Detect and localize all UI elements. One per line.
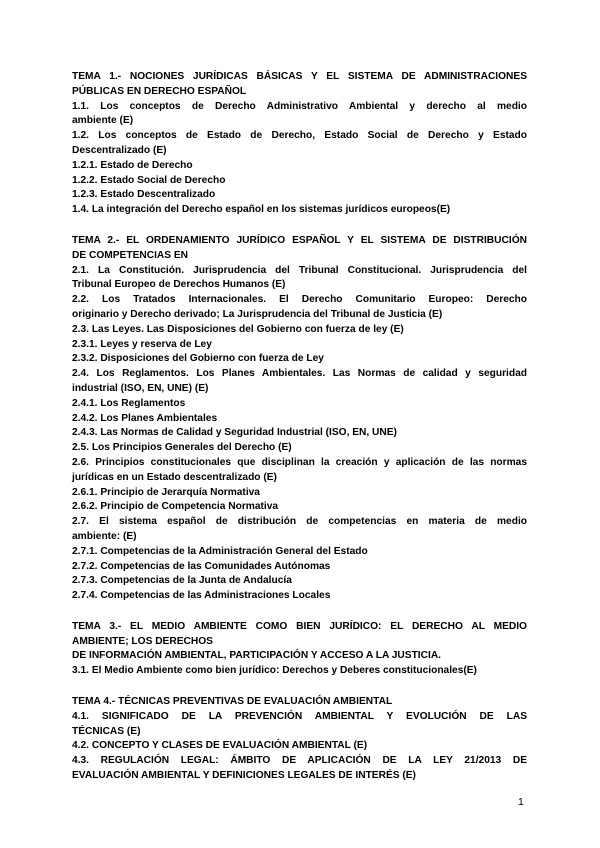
toc-line: 1.2.3. Estado Descentralizado (72, 189, 216, 201)
toc-line: originario y Derecho derivado; La Jurisprudencia del Tribunal de Justicia (E) (72, 308, 443, 320)
toc-line: 2.3. Las Leyes. Las Disposiciones del Gobierno con fuerza de ley (E) (72, 323, 404, 335)
tema-2-section (72, 234, 527, 604)
toc-line: 2.5. Los Principios Generales del Derecho (E) (72, 442, 292, 454)
toc-line: 2.4. Los Reglamentos. Los Planes Ambientales. Las Normas de calidad y seguridad (72, 368, 527, 380)
toc-line: 2.3.2. Disposiciones del Gobierno con fuerza de Ley (72, 353, 324, 365)
tema-heading-line: TEMA 4.- TÉCNICAS PREVENTIVAS DE EVALUACIÓN AMBIENTAL (72, 696, 393, 708)
toc-line: 1.2.1. Estado de Derecho (72, 159, 193, 171)
toc-line: DE COMPETENCIAS EN (72, 249, 189, 261)
toc-line: ambiente: (E) (72, 530, 137, 542)
toc-line: AMBIENTE; LOS DERECHOS (72, 635, 213, 647)
toc-line: 2.6.2. Principio de Competencia Normativa (72, 501, 279, 513)
tema-4-section (72, 695, 527, 784)
toc-line: 1.2. Los conceptos de Estado de Derecho, Estado Social de Derecho y Estado (72, 130, 527, 142)
toc-line: TÉCNICAS (E) (72, 725, 141, 737)
toc-line: 4.1. SIGNIFICADO DE LA PREVENCIÓN AMBIENTAL Y EVOLUCIÓN DE LAS (72, 710, 527, 722)
toc-line: 3.1. El Medio Ambiente como bien jurídico: Derechos y Deberes constitucionales(E) (72, 665, 477, 677)
toc-line: industrial (ISO, EN, UNE) (E) (72, 382, 209, 394)
toc-line: 2.7.2. Competencias de las Comunidades Autónomas (72, 560, 331, 572)
toc-line: Tribunal Europeo de Derechos Humanos (E) (72, 279, 286, 291)
toc-line: 1.1. Los conceptos de Derecho Administrativo Ambiental y derecho al medio (72, 100, 527, 112)
toc-line: 4.2. CONCEPTO Y CLASES DE EVALUACIÓN AMBIENTAL (E) (72, 740, 368, 752)
toc-line: 2.7.4. Competencias de las Administraciones Locales (72, 590, 331, 602)
toc-line: 2.7.3. Competencias de la Junta de Andalucía (72, 575, 292, 587)
tema-3-section (72, 620, 527, 679)
toc-line: 2.6. Principios constitucionales que disciplinan la creación y aplicación de las normas (72, 456, 527, 468)
toc-line: 2.4.1. Los Reglamentos (72, 397, 186, 409)
toc-line: 2.7. El sistema español de distribución de competencias en materia de medio (72, 516, 527, 528)
toc-line: Descentralizado (E) (72, 144, 167, 156)
tema-1-section (72, 70, 527, 218)
toc-line: ambiente (E) (72, 115, 134, 127)
toc-line: DE INFORMACIÓN AMBIENTAL, PARTICIPACIÓN Y ACCESO A LA JUSTICIA. (72, 650, 442, 662)
page-number: 1 (518, 796, 524, 808)
toc-line: 2.7.1. Competencias de la Administración General del Estado (72, 545, 368, 557)
toc-line: 2.1. La Constitución. Jurisprudencia del Tribunal Constitucional. Jurisprudencia del (72, 264, 527, 276)
toc-line: 2.6.1. Principio de Jerarquía Normativa (72, 486, 260, 498)
toc-line: EVALUACIÓN AMBIENTAL Y DEFINICIONES LEGALES DE INTERÉS (E) (72, 770, 416, 782)
toc-line: 2.3.1. Leyes y reserva de Ley (72, 338, 212, 350)
tema-heading-line: TEMA 3.- EL MEDIO AMBIENTE COMO BIEN JURÍDICO: EL DERECHO AL MEDIO (72, 620, 527, 632)
toc-line: 1.4. La integración del Derecho español en los sistemas jurídicos europeos(E) (72, 204, 451, 216)
toc-line: 2.4.3. Las Normas de Calidad y Seguridad Industrial (ISO, EN, UNE) (72, 427, 397, 439)
tema-heading-line: TEMA 1.- NOCIONES JURÍDICAS BÁSICAS Y EL SISTEMA DE ADMINISTRACIONES (72, 71, 527, 82)
toc-line: 2.4.2. Los Planes Ambientales (72, 412, 218, 424)
toc-line: jurídicas en un Estado descentralizado (E) (72, 471, 277, 483)
toc-line: 2.2. Los Tratados Internacionales. El Derecho Comunitario Europeo: Derecho (72, 294, 527, 306)
toc-line: PÚBLICAS EN DERECHO ESPAÑOL (72, 85, 247, 97)
tema-heading-line: TEMA 2.- EL ORDENAMIENTO JURÍDICO ESPAÑOL Y EL SISTEMA DE DISTRIBUCIÓN (72, 234, 527, 246)
toc-line: 4.3. REGULACIÓN LEGAL: ÁMBITO DE APLICACIÓN DE LA LEY 21/2013 DE (72, 755, 527, 767)
toc-line: 1.2.2. Estado Social de Derecho (72, 174, 226, 186)
document-body (72, 70, 527, 800)
